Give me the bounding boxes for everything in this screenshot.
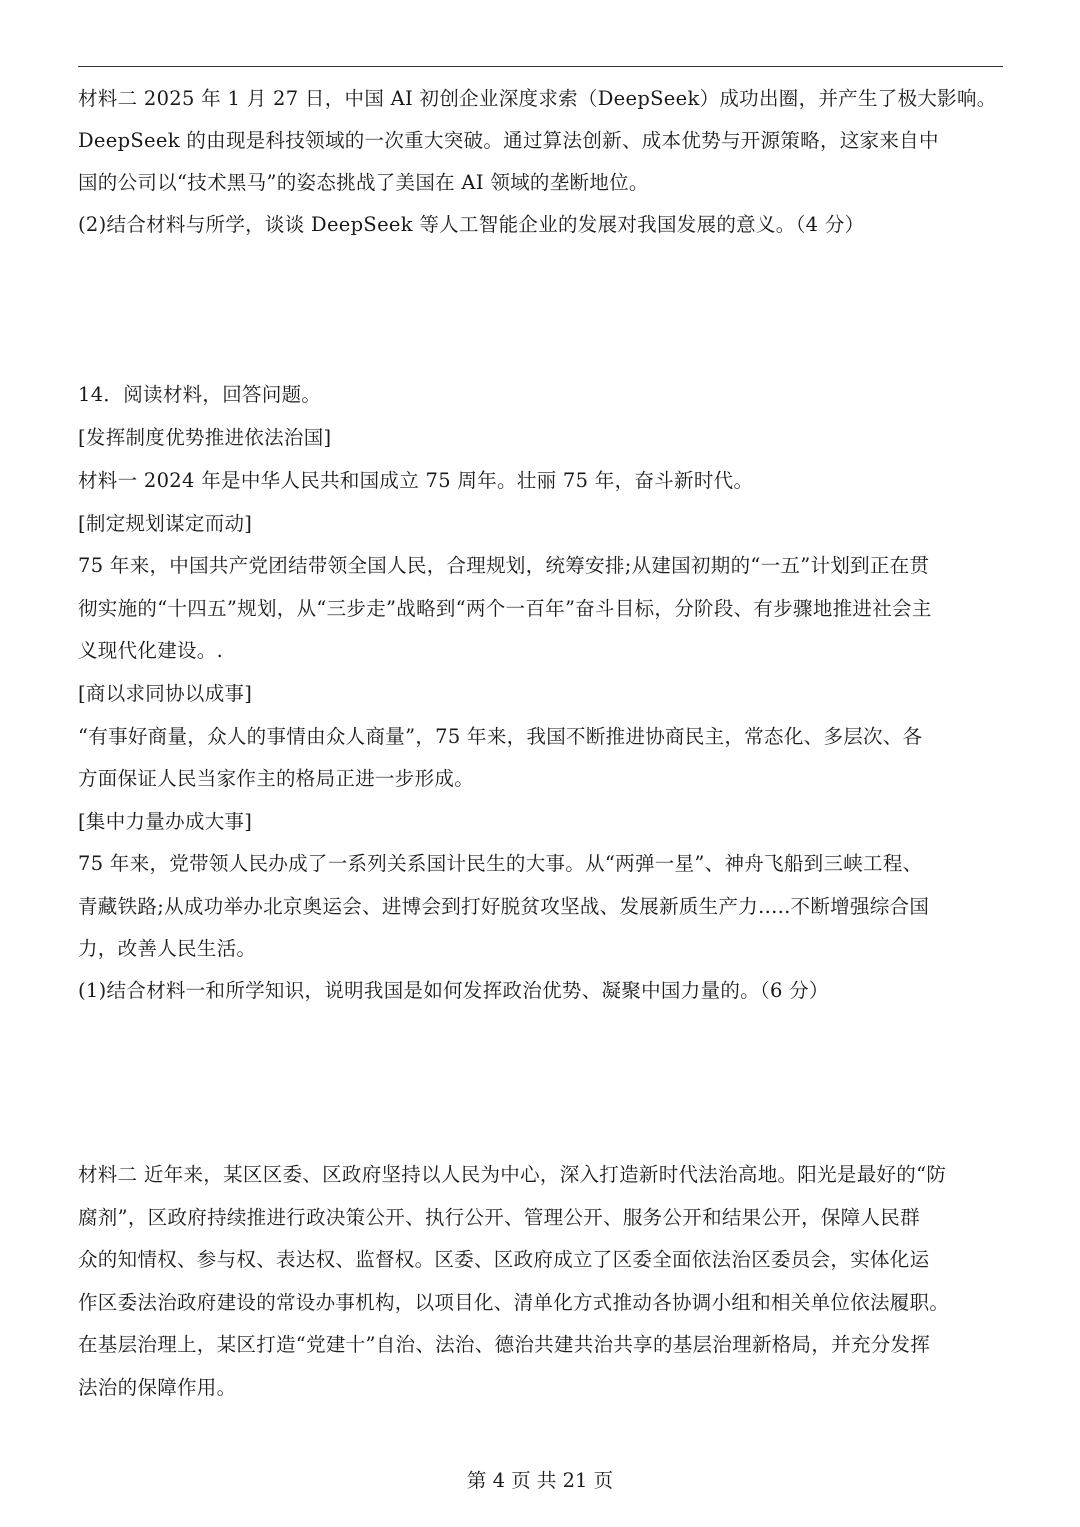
section-heading: [制定规划谋定而动] <box>78 512 253 535</box>
text-line: 材料一 2024 年是中华人民共和国成立 75 周年。壮丽 75 年，奋斗新时代。 <box>78 469 754 492</box>
text-line: 法治的保障作用。 <box>78 1376 237 1399</box>
section-heading: [发挥制度优势推进依法治国] <box>78 426 332 449</box>
text-line: 力，改善人民生活。 <box>78 937 257 960</box>
text-line: 75 年来，党带领人民办成了一系列关系国计民生的大事。从“两弹一星”、神舟飞船到三峡工程、 <box>78 852 923 875</box>
header-rule <box>78 66 1003 67</box>
text-line: 义现代化建设。. <box>78 639 224 662</box>
text-line: 方面保证人民当家作主的格局正进一步形成。 <box>78 767 475 790</box>
section-heading: [集中力量办成大事] <box>78 810 253 833</box>
text-line: 国的公司以“技术黑马”的姿态挑战了美国在 AI 领域的垄断地位。 <box>78 171 649 194</box>
section-heading: [商以求同协以成事] <box>78 682 253 705</box>
page-number: 第 4 页 共 21 页 <box>466 1469 614 1492</box>
text-line: DeepSeek 的由现是科技领域的一次重大突破。通过算法创新、成本优势与开源策略，这家来自中 <box>78 129 939 152</box>
text-line: 作区委法治政府建设的常设办事机构，以项目化、清单化方式推动各协调小组和相关单位依法履职。 <box>78 1291 950 1314</box>
question-1-prompt: (1)结合材料一和所学知识，说明我国是如何发挥政治优势、凝聚中国力量的。（6 分） <box>78 979 829 1002</box>
question-14-title: 14．阅读材料，回答问题。 <box>78 383 322 406</box>
text-line: 75 年来，中国共产党团结带领全国人民，合理规划，统筹安排;从建国初期的“一五”计划到正在贯 <box>78 554 930 577</box>
question-2-prompt: (2)结合材料与所学，谈谈 DeepSeek 等人工智能企业的发展对我国发展的意义。（4 分） <box>78 213 865 236</box>
text-line: 在基层治理上，某区打造“党建十”自治、法治、德治共建共治共享的基层治理新格局，并充分发挥 <box>78 1333 931 1356</box>
text-line: 腐剂”，区政府持续推进行政决策公开、执行公开、管理公开、服务公开和结果公开，保障人民群 <box>78 1206 920 1229</box>
text-line: 青藏铁路;从成功举办北京奥运会、进博会到打好脱贫攻坚战、发展新质生产力.....不断增强综合国 <box>78 895 930 918</box>
text-line: 材料二 2025 年 1 月 27 日，中国 AI 初创企业深度求索（DeepSeek）成功出圈，并产生了极大影响。 <box>78 87 997 110</box>
text-line: 彻实施的“十四五”规划，从“三步走”战略到“两个一百年”奋斗目标，分阶段、有步骤地推进社会主 <box>78 597 932 620</box>
text-line: 材料二 近年来，某区区委、区政府坚持以人民为中心，深入打造新时代法治高地。阳光是最好的“防 <box>78 1163 947 1186</box>
text-line: “有事好商量，众人的事情由众人商量”，75 年来，我国不断推进协商民主，常态化、多层次、各 <box>78 725 923 748</box>
text-line: 众的知情权、参与权、表达权、监督权。区委、区政府成立了区委全面依法治区委员会，实体化运 <box>78 1248 930 1271</box>
